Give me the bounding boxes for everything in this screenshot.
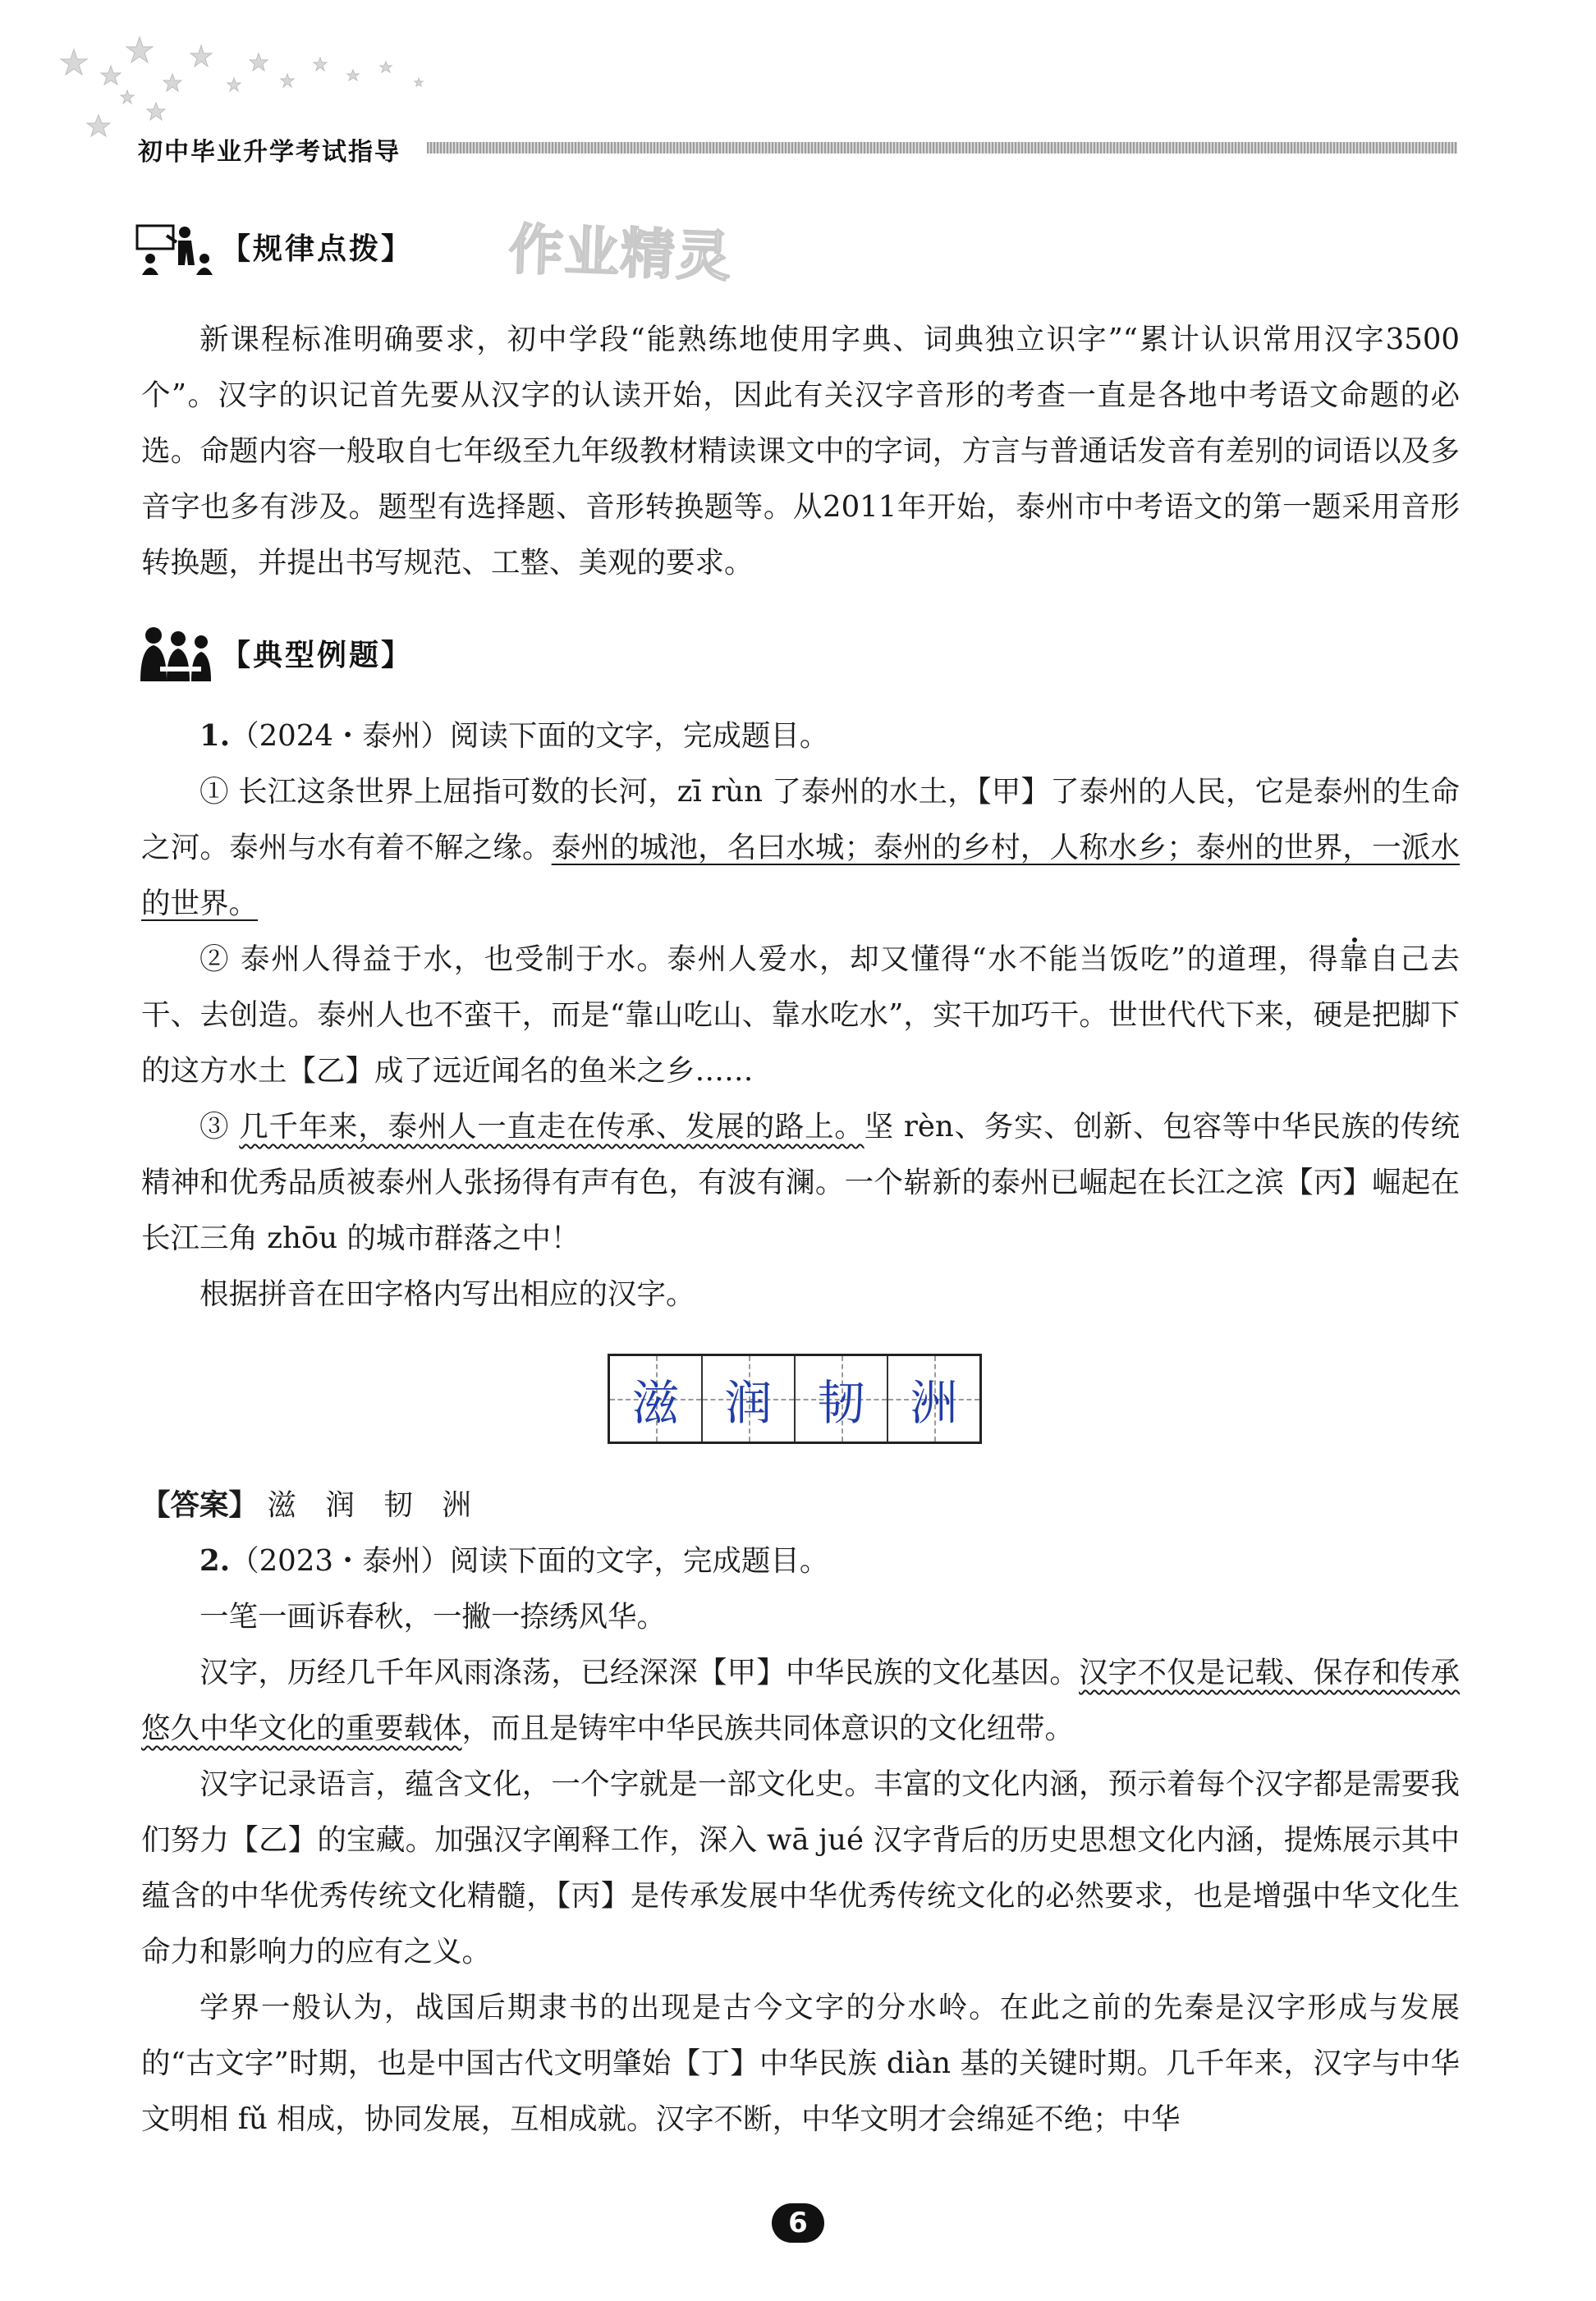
answer-text: 滋 润 韧 洲 — [267, 1488, 471, 1522]
q2-p1-text-b: ，而且是铸牢中华民族共同体意识的文化纽带。 — [461, 1712, 1075, 1745]
tianzi-char: 润 — [724, 1375, 773, 1431]
q2-source: （2023・泰州）阅读下面的文字，完成题目。 — [230, 1544, 829, 1578]
section-rules-head — [135, 218, 413, 275]
teacher-icon — [135, 218, 218, 275]
q1-paragraph-1 — [141, 764, 1460, 932]
q1-p2-text-a: ② 泰州人得益于水，也受制于水。泰州人爱水，却又懂得“水不能当饭吃”的道理，得 — [200, 942, 1340, 976]
q2-paragraph-3: 学界一般认为，战国后期隶书的出现是古今文字的分水岭。在此之前的先秦是汉字形成与发展的“古文字”时期，也是中国古代文明肇始【丁】中华民族 diàn 基的关键时期。几千年来，汉字与中华文明相 fǔ 相成，协同发展，互相成就。汉字不断，中华文明才会绵延不绝；中华 — [141, 1991, 1460, 2136]
q1-source: （2024・泰州）阅读下面的文字，完成题目。 — [230, 719, 829, 753]
rules-paragraph: 新课程标准明确要求，初中学段“能熟练地使用字典、词典独立识字”“累计认识常用汉字3500个”。汉字的识记首先要从汉字的认读开始，因此有关汉字音形的考查一直是各地中考语文命题的必选。命题内容一般取自七年级至九年级教材精读课文中的字词，方言与普通话发音有差别的词语以及多音字也多有涉及。题型有选择题、音形转换题等。从2011年开始，泰州市中考语文的第一题采用音形转换题，并提出书写规范、工整、美观的要求。 — [141, 323, 1460, 580]
tianzi-char: 滋 — [631, 1375, 680, 1431]
q1-paragraph-2 — [141, 932, 1460, 1099]
page-number: 6 — [772, 2203, 824, 2243]
section-rules-label: 【规律点拨】 — [221, 231, 414, 266]
header-rule — [427, 142, 1457, 154]
tianzi-cell — [610, 1356, 703, 1442]
tianzi-cell — [796, 1356, 888, 1442]
q1-heading — [141, 708, 1460, 764]
q1-p3-wavy: 几千年来，泰州人一直走在传承、发展的路上。 — [239, 1110, 864, 1144]
q2-line-1: 一笔一画诉春秋，一撇一捺绣风华。 — [200, 1600, 667, 1634]
q1-paragraph-3 — [141, 1099, 1460, 1267]
section-examples-label: 【典型例题】 — [221, 638, 414, 672]
q1-answer — [141, 1478, 1460, 1533]
answer-label: 【答案】 — [141, 1488, 259, 1522]
tianzi-cell — [703, 1356, 796, 1442]
q1-p2-text-b: 自己去干、去创造。泰州人也不蛮干，而是“靠山吃山、靠水吃水”，实干加巧干。世世代代下来，硬是把脚下的这方水土【乙】成了远近闻名的鱼米之乡…… — [141, 942, 1460, 1088]
q1-instruction: 根据拼音在田字格内写出相应的汉字。 — [200, 1277, 695, 1311]
q1-p1-underlined: 泰州的城池，名曰水城；泰州的乡村，人称水乡；泰州的世界，一派水的世界。 — [141, 831, 1460, 920]
q2-paragraph-1 — [141, 1645, 1460, 1757]
q1-p1-text: ① 长江这条世界上屈指可数的长河，zī rùn 了泰州的水土，【甲】了泰州的人民，它是泰州的生命之河。泰州与水有着不解之缘。 — [141, 775, 1460, 864]
tianzi-grid — [608, 1354, 982, 1444]
stars-decoration-icon — [49, 16, 476, 140]
q2-heading — [141, 1533, 1460, 1589]
q2-number: 2. — [200, 1544, 231, 1578]
q2-paragraph-2: 汉字记录语言，蕴含文化，一个字就是一部文化史。丰富的文化内涵，预示着每个汉字都是需要我们努力【乙】的宝藏。加强汉字阐释工作，深入 wā jué 汉字背后的历史思想文化内涵，提炼展示其中蕴含的中华优秀传统文化精髓，【丙】是传承发展中华优秀传统文化的必然要求，也是增强中华文化生命力和影响力的应有之义。 — [141, 1767, 1460, 1969]
tianzi-cell — [888, 1356, 979, 1442]
q2-p1-text-a: 汉字，历经几千年风雨涤荡，已经深深【甲】中华民族的文化基因。 — [200, 1656, 1080, 1689]
q1-number: 1. — [200, 719, 231, 753]
q1-p3-num: ③ — [200, 1110, 240, 1144]
tianzi-char: 洲 — [910, 1375, 958, 1431]
q2-p1-wavy: 汉字不仅是记载、保存和传承悠久中华文化的重要载体 — [141, 1656, 1460, 1745]
q1-p3-text: 坚 rèn、务实、创新、包容等中华民族的传统精神和优秀品质被泰州人张扬得有声有色，有波有澜。一个崭新的泰州已崛起在长江之滨【丙】崛起在长江三角 zhōu 的城市群落之中！ — [141, 1110, 1460, 1255]
header-title: 初中毕业升学考试指导 — [138, 138, 401, 167]
watermark: 作业精灵 — [507, 218, 734, 289]
students-icon — [135, 624, 218, 681]
section-examples-head — [135, 624, 413, 681]
q1-p2-dotted-char: 靠 — [1339, 942, 1370, 976]
tianzi-char: 韧 — [817, 1375, 865, 1431]
